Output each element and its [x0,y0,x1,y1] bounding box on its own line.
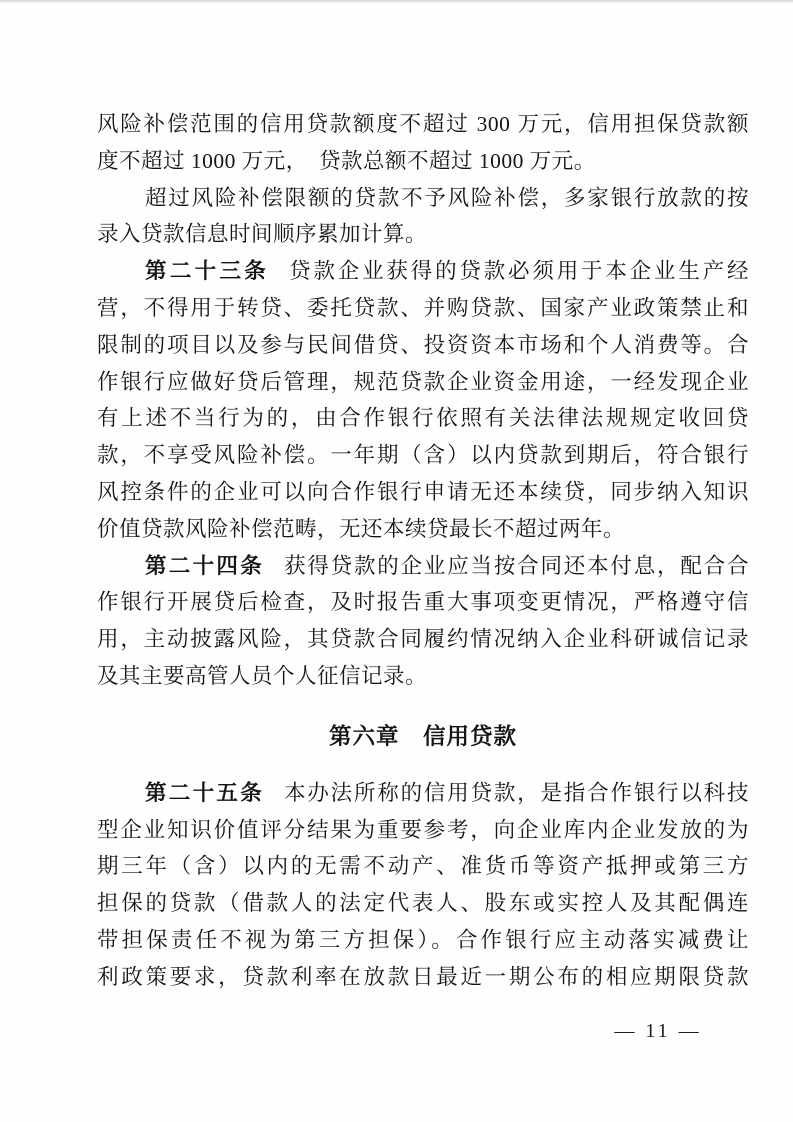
text-line: 利政策要求，贷款利率在放款日最近一期公布的相应期限贷款 [97,964,749,989]
article-line [97,548,749,585]
line-text: 获得贷款的企业应当按合同还本付息，配合合 [284,553,749,578]
article-line [97,253,749,290]
chapter-heading: 第六章 信用贷款 [328,723,517,749]
text-line: 营，不得用于转贷、委托贷款、并购贷款、国家产业政策禁止和 [97,295,749,320]
article-number: 第二十三条 [145,259,270,284]
text-line: 作银行应做好贷后管理，规范贷款企业资金用途，一经发现企业 [97,369,749,394]
text-line: 用，主动披露风险，其贷款合同履约情况纳入企业科研诚信记录 [97,627,749,652]
text-line: 型企业知识价值评分结果为重要参考，向企业库内企业发放的为 [97,817,749,842]
text-line: 作银行开展贷后检查，及时报告重大事项变更情况，严格遵守信 [97,590,749,615]
text-line: 及其主要高管人员个人征信记录。 [97,663,428,688]
text-line: 期三年（含）以内的无需不动产、准货币等资产抵押或第三方 [97,854,749,879]
text-line: 超过风险补偿限额的贷款不予风险补偿，多家银行放款的按 [145,185,749,210]
text-line: 风控条件的企业可以向合作银行申请无还本续贷，同步纳入知识 [97,479,749,504]
line-text: 贷款企业获得的贷款必须用于本企业生产经 [289,259,749,284]
text-line: 款，不享受风险补偿。一年期（含）以内贷款到期后，符合银行 [97,443,749,468]
text-line: 录入贷款信息时间顺序累加计算。 [97,222,428,247]
text-line: 价值贷款风险补偿范畴，无还本续贷最长不超过两年。 [97,516,626,541]
document-body [97,106,749,996]
text-line: 担保的贷款（借款人的法定代表人、股东或实控人及其配偶连 [97,891,749,916]
scan-edge-shadow [0,0,793,4]
article-line [97,775,749,812]
page-number: — 11 — [614,1020,702,1042]
text-line: 带担保责任不视为第三方担保）。合作银行应主动落实减费让 [97,927,749,952]
text-line: 度不超过 1000 万元， 贷款总额不超过 1000 万元。 [97,148,596,173]
line-text: 本办法所称的信用贷款，是指合作银行以科技 [284,780,749,805]
text-line: 风险补偿范围的信用贷款额度不超过 300 万元，信用担保贷款额 [97,112,749,136]
article-number: 第二十四条 [145,553,265,578]
text-line: 限制的项目以及参与民间借贷、投资资本市场和个人消费等。合 [97,332,749,357]
article-number: 第二十五条 [145,780,265,805]
text-line: 有上述不当行为的，由合作银行依照有关法律法规规定收回贷 [97,406,749,431]
